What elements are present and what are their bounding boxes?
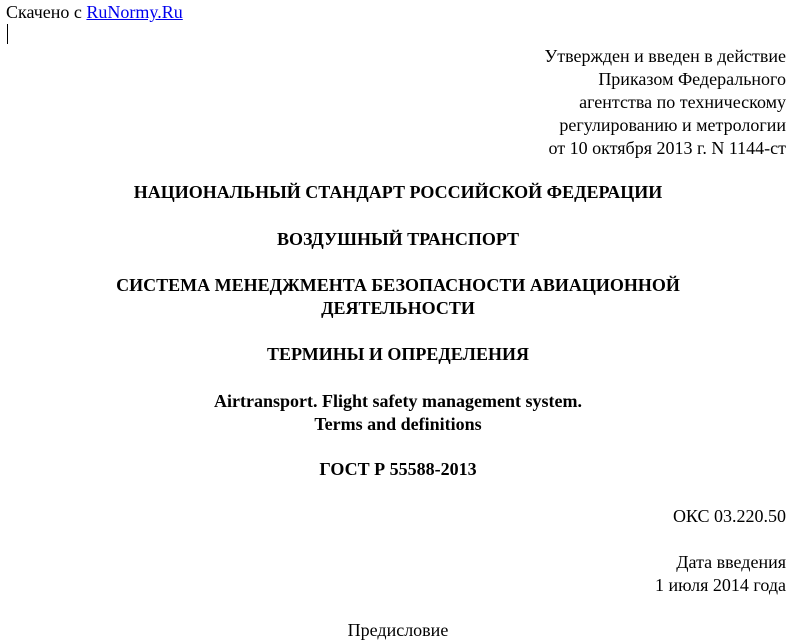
english-title-line: Terms and definitions <box>314 414 482 434</box>
approval-line: от 10 октября 2013 г. N 1144-ст <box>548 138 786 158</box>
subject-title <box>0 228 790 251</box>
standard-title-text: НАЦИОНАЛЬНЫЙ СТАНДАРТ РОССИЙСКОЙ ФЕДЕРАЦИИ <box>133 182 663 202</box>
terms-title <box>0 343 790 366</box>
oks-code: ОКС 03.220.50 <box>672 506 786 526</box>
source-line <box>6 1 183 24</box>
intro-date-value: 1 июля 2014 года <box>655 575 786 595</box>
system-title <box>0 274 790 320</box>
runormy-link[interactable]: RuNormy.Ru <box>86 2 183 22</box>
preface-heading: Предисловие <box>347 620 449 640</box>
system-title-line: СИСТЕМА МЕНЕДЖМЕНТА БЕЗОПАСНОСТИ АВИАЦИОННОЙ <box>116 275 680 295</box>
approval-line: Приказом Федерального <box>598 69 786 89</box>
english-title-line: Airtransport. Flight safety management system. <box>214 391 582 411</box>
approval-line: Утвержден и введен в действие <box>544 46 786 66</box>
system-title-line: ДЕЯТЕЛЬНОСТИ <box>321 298 475 318</box>
subject-title-text: ВОЗДУШНЫЙ ТРАНСПОРТ <box>276 229 520 249</box>
gost-code <box>0 458 790 481</box>
approval-line: агентства по техническому <box>579 92 786 112</box>
source-prefix: Скачено с <box>6 2 87 22</box>
approval-line: регулированию и метрологии <box>559 115 786 135</box>
terms-title-text: ТЕРМИНЫ И ОПРЕДЕЛЕНИЯ <box>267 344 529 364</box>
standard-title <box>0 181 790 204</box>
approval-block <box>544 45 786 160</box>
gost-code-text: ГОСТ Р 55588-2013 <box>319 459 477 479</box>
english-title <box>0 390 790 436</box>
text-cursor <box>7 24 8 44</box>
intro-date-label: Дата введения <box>676 552 786 572</box>
